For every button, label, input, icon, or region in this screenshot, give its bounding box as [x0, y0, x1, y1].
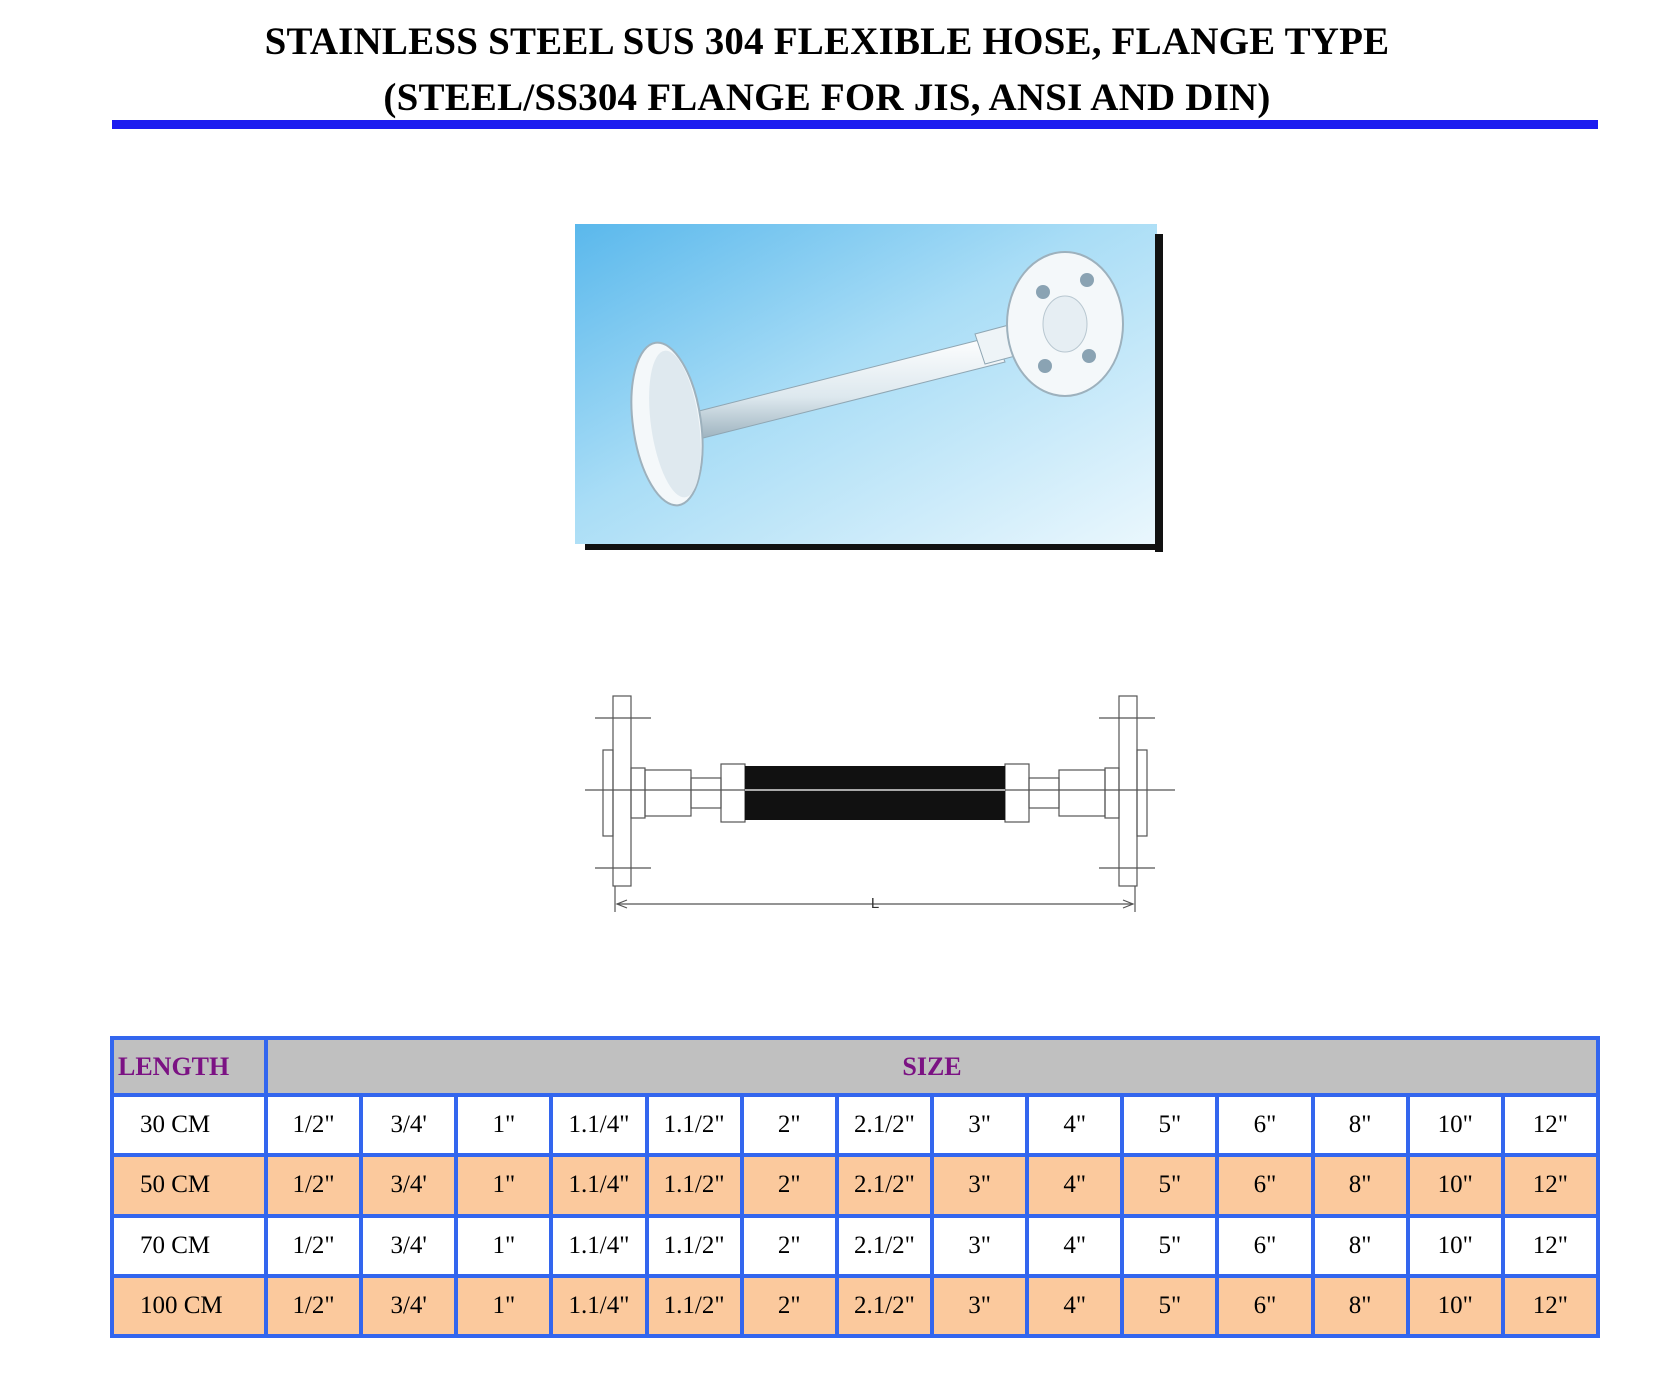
size-cell: 6": [1219, 1097, 1310, 1153]
size-cell: 12": [1505, 1218, 1596, 1274]
size-cell: 1": [458, 1218, 549, 1274]
size-cell: 2.1/2": [839, 1278, 930, 1334]
size-cell: 1": [458, 1157, 549, 1213]
size-cell: 3/4': [363, 1218, 454, 1274]
size-cell: 3": [934, 1218, 1025, 1274]
size-cell: 2": [744, 1157, 835, 1213]
size-cell: 2": [744, 1218, 835, 1274]
size-cell: 8": [1315, 1278, 1406, 1334]
length-cell: 100 CM: [114, 1278, 264, 1334]
hose-dimension-drawing: [585, 690, 1195, 920]
size-cell: 5": [1124, 1278, 1215, 1334]
size-cell: 1": [458, 1278, 549, 1334]
size-cell: 1/2": [268, 1157, 359, 1213]
size-cell: 1.1/4": [553, 1157, 644, 1213]
size-cell: 1": [458, 1097, 549, 1153]
size-cell: 4": [1029, 1218, 1120, 1274]
size-cell: 4": [1029, 1157, 1120, 1213]
size-cell: 4": [1029, 1097, 1120, 1153]
size-cell: 2": [744, 1278, 835, 1334]
size-cell: 5": [1124, 1097, 1215, 1153]
size-cell: 5": [1124, 1157, 1215, 1213]
length-cell: 70 CM: [114, 1218, 264, 1274]
size-cell: 5": [1124, 1218, 1215, 1274]
title-line-1: STAINLESS STEEL SUS 304 FLEXIBLE HOSE, FLANGE TYPE: [264, 20, 1390, 63]
size-cell: 8": [1315, 1218, 1406, 1274]
length-cell: 30 CM: [114, 1097, 264, 1153]
size-cell: 1.1/4": [553, 1097, 644, 1153]
size-cell: 12": [1505, 1157, 1596, 1213]
size-cell: 2.1/2": [839, 1097, 930, 1153]
size-cell: 1.1/4": [553, 1278, 644, 1334]
size-cell: 3/4': [363, 1097, 454, 1153]
size-table: [110, 1036, 1600, 1338]
size-cell: 3/4': [363, 1278, 454, 1334]
size-cell: 1.1/2": [649, 1157, 740, 1213]
size-cell: 8": [1315, 1157, 1406, 1213]
size-cell: 12": [1505, 1097, 1596, 1153]
size-header: SIZE: [268, 1040, 1596, 1093]
table-row: [114, 1278, 1596, 1334]
length-header: LENGTH: [114, 1040, 264, 1093]
size-cell: 1.1/2": [649, 1278, 740, 1334]
table-header-row: [114, 1040, 1596, 1093]
size-cell: 8": [1315, 1097, 1406, 1153]
size-cell: 2.1/2": [839, 1218, 930, 1274]
size-cell: 1/2": [268, 1278, 359, 1334]
title-underline: [112, 120, 1598, 129]
size-cell: 10": [1410, 1157, 1501, 1213]
size-cell: 1.1/2": [649, 1097, 740, 1153]
size-cell: 10": [1410, 1218, 1501, 1274]
size-cell: 1/2": [268, 1097, 359, 1153]
size-cell: 12": [1505, 1278, 1596, 1334]
table-row: [114, 1218, 1596, 1274]
size-cell: 10": [1410, 1097, 1501, 1153]
product-photo: [575, 224, 1165, 552]
size-cell: 4": [1029, 1278, 1120, 1334]
size-cell: 1.1/4": [553, 1218, 644, 1274]
dimension-label: L: [870, 895, 880, 912]
size-cell: 1.1/2": [649, 1218, 740, 1274]
size-cell: 3": [934, 1278, 1025, 1334]
size-cell: 2.1/2": [839, 1157, 930, 1213]
size-cell: 1/2": [268, 1218, 359, 1274]
size-cell: 6": [1219, 1278, 1310, 1334]
length-cell: 50 CM: [114, 1157, 264, 1213]
size-cell: 3": [934, 1157, 1025, 1213]
size-cell: 6": [1219, 1157, 1310, 1213]
size-cell: 3/4': [363, 1157, 454, 1213]
size-cell: 6": [1219, 1218, 1310, 1274]
size-cell: 3": [934, 1097, 1025, 1153]
title-line-2: (STEEL/SS304 FLANGE FOR JIS, ANSI AND DIN): [383, 76, 1271, 119]
page-title: [0, 14, 1654, 126]
size-cell: 2": [744, 1097, 835, 1153]
table-row: [114, 1157, 1596, 1213]
size-cell: 10": [1410, 1278, 1501, 1334]
table-row: [114, 1097, 1596, 1153]
